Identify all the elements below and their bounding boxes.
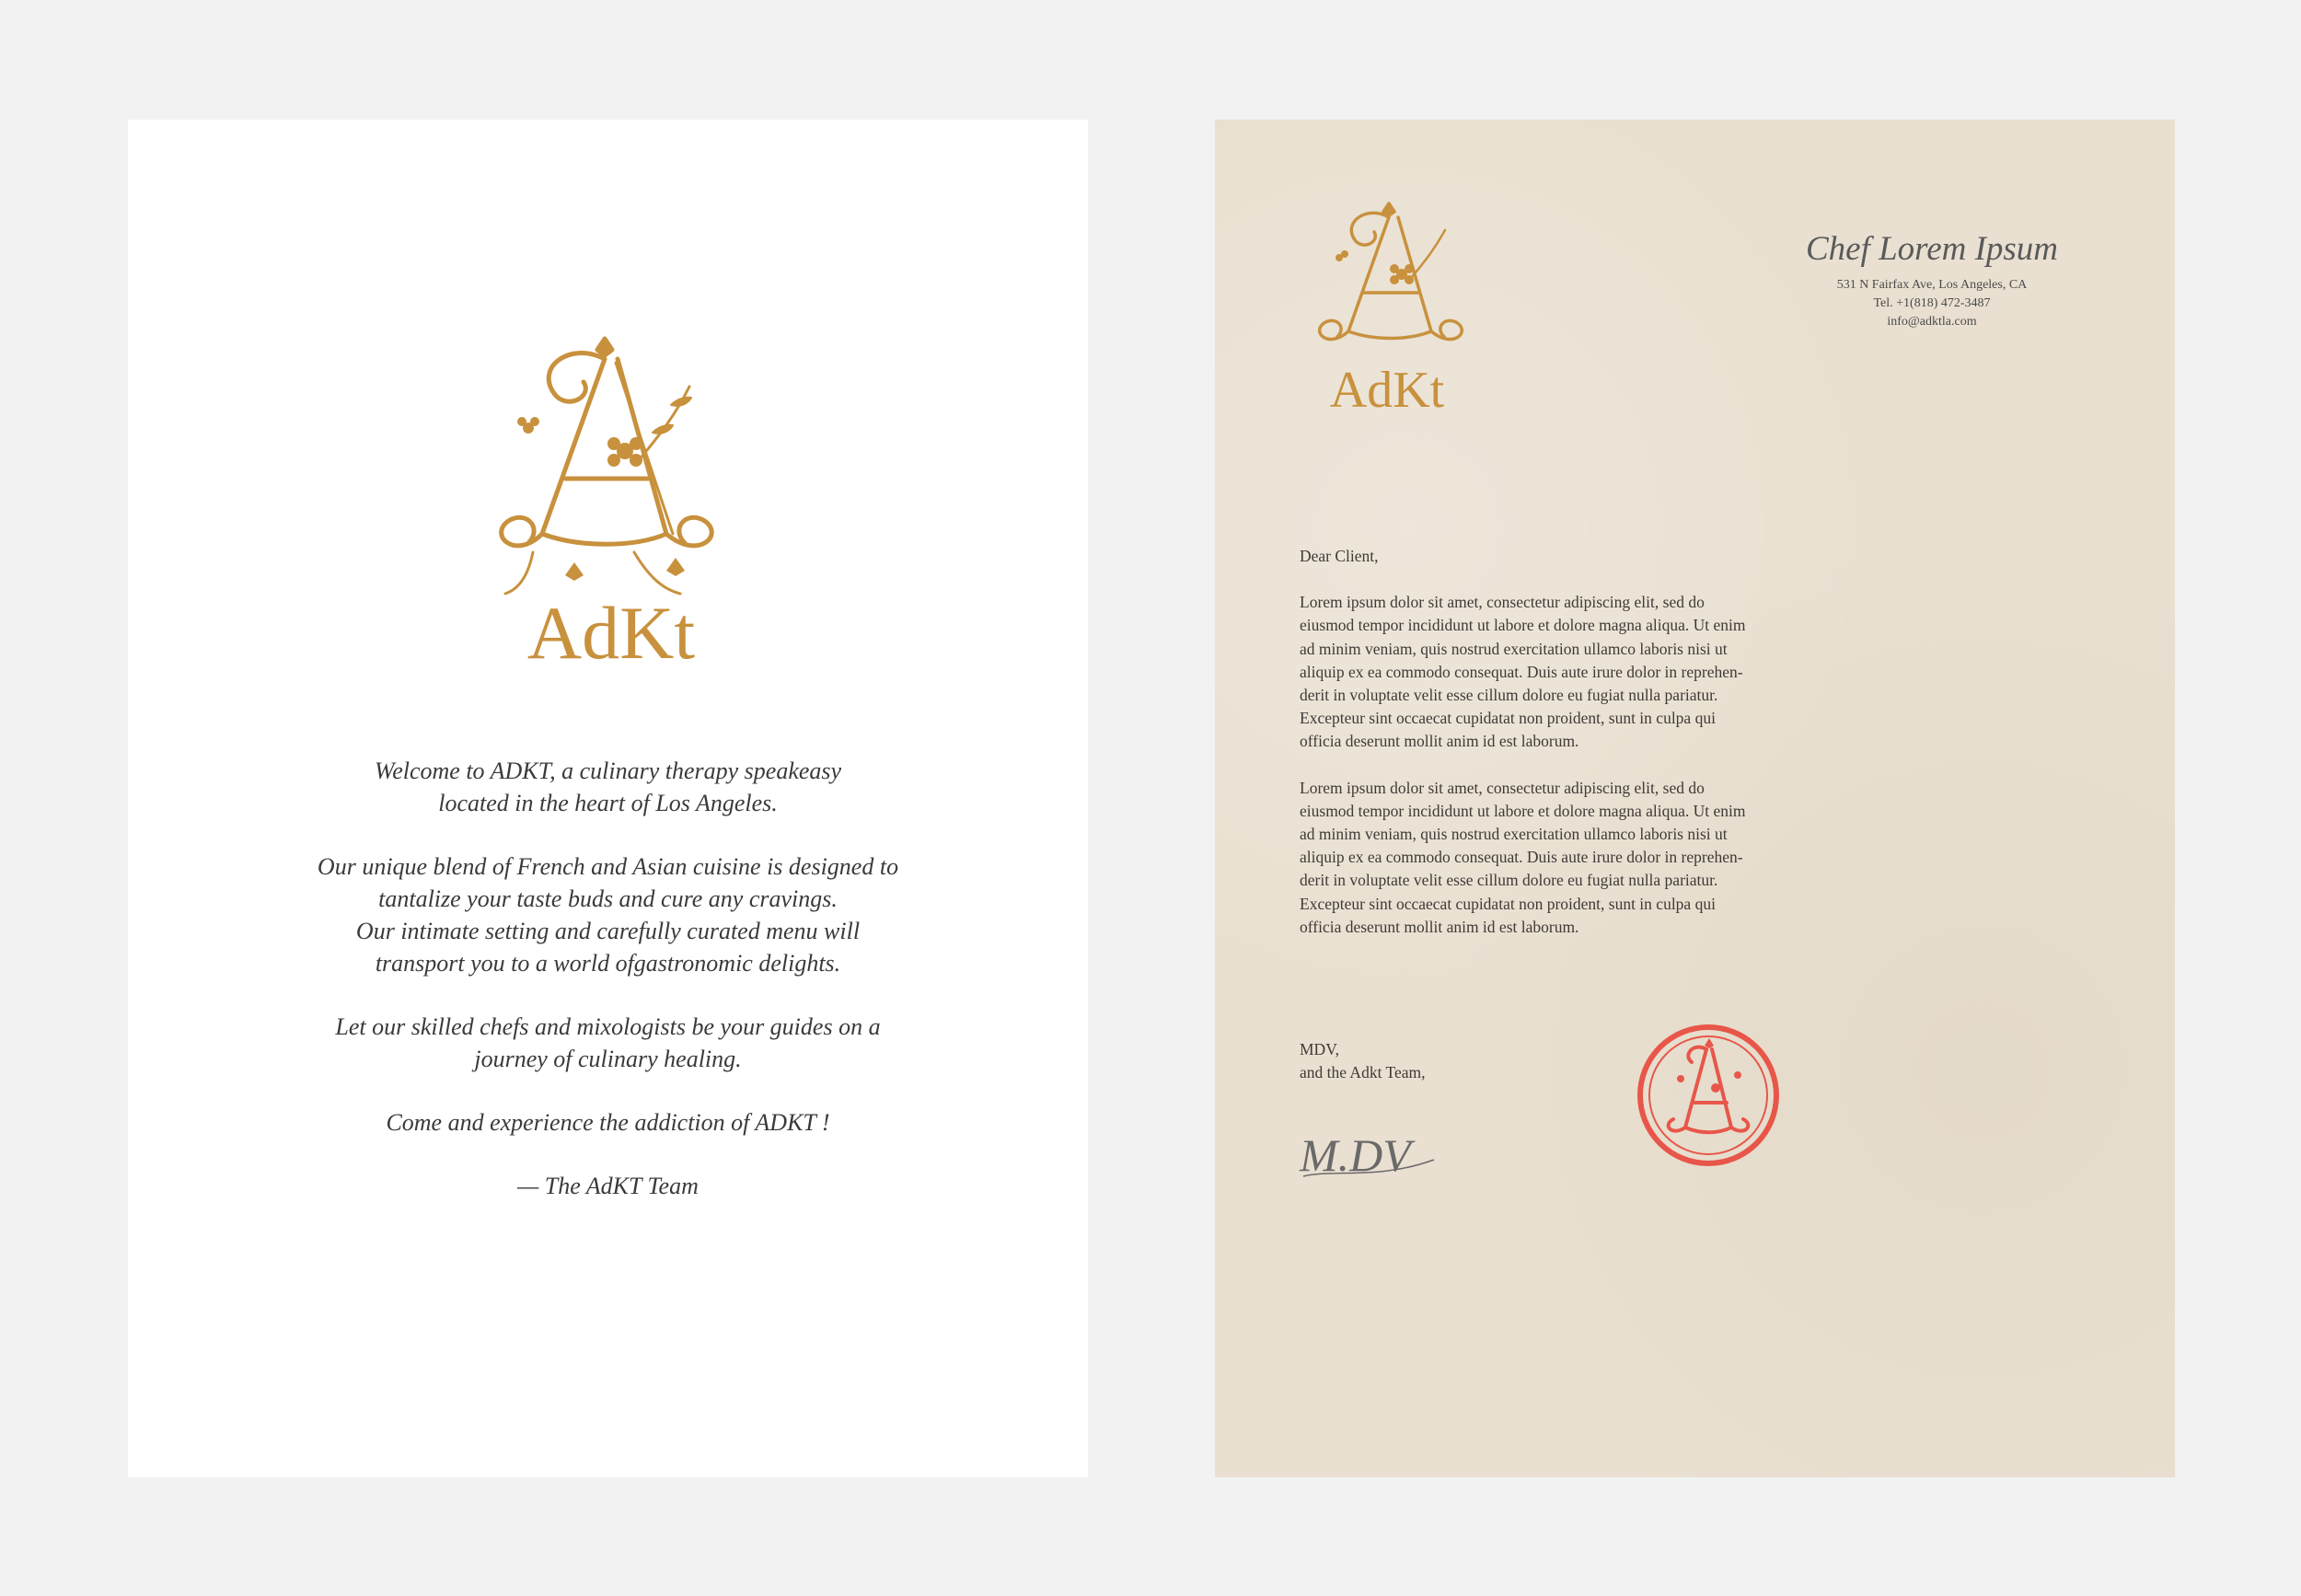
contact-phone: Tel. +1(818) 472-3487 [1873, 296, 1991, 310]
signature-text: M.DV [1300, 1129, 1411, 1181]
welcome-message [128, 755, 1088, 1233]
handwritten-signature [1296, 1123, 1452, 1187]
welcome-paragraph-1: Welcome to ADKT, a culinary therapy speakeasy located in the heart of Los Angeles. [374, 758, 842, 816]
welcome-signature: — The AdKT Team [517, 1173, 699, 1199]
letter-signoff [1300, 1038, 1425, 1084]
letter-paragraph-2: Lorem ipsum dolor sit amet, consectetur adipiscing elit, sed do eiusmod tempor incididunt ut labore et dolore magna aliqua. Ut enim ad minim veniam, quis nostrud exercitation ullamco laboris nisi ut aliquip ex ea commodo consequat. Duis aute irure dolor in reprehen- derit in voluptate velit esse cillum dolore eu fugiat nulla pariatur. Excepteur sint occaecat cupidatat non proident, sunt in culpa qui officia deserunt mollit anim id est laborum. [1300, 778, 1746, 936]
welcome-paragraph-3: Let our skilled chefs and mixologists be your guides on a journey of culinary healing. [335, 1013, 881, 1072]
letterhead-sheet [1215, 120, 2175, 1477]
welcome-paragraph-2: Our unique blend of French and Asian cuisine is designed to tantalize your taste buds and cure any cravings. Our intimate setting and carefully curated menu will transport you to a world ofgastronomic delights. [317, 853, 899, 977]
letterhead-wordmark: AdKt [1329, 362, 1445, 419]
chef-name: Chef Lorem Ipsum [1805, 230, 2059, 268]
welcome-card [128, 120, 1088, 1477]
letter-body [1300, 545, 1852, 962]
adkt-monogram-logo [478, 331, 745, 672]
signoff-name: MDV, [1300, 1040, 1339, 1058]
contact-block [1766, 230, 2098, 331]
letter-greeting: Dear Client, [1300, 547, 1379, 565]
wax-seal-stamp [1635, 1022, 1782, 1169]
letter-paragraph-1: Lorem ipsum dolor sit amet, consectetur adipiscing elit, sed do eiusmod tempor incididunt ut labore et dolore magna aliqua. Ut enim ad minim veniam, quis nostrud exercitation ullamco laboris nisi ut aliquip ex ea commodo consequat. Duis aute irure dolor in reprehen- derit in voluptate velit esse cillum dolore eu fugiat nulla pariatur. Excepteur sint occaecat cupidatat non proident, sunt in culpa qui officia deserunt mollit anim id est laborum. [1300, 593, 1746, 751]
adkt-letterhead-logo [1302, 193, 1486, 423]
logo-wordmark: AdKt [526, 591, 696, 672]
contact-address: 531 N Fairfax Ave, Los Angeles, CA [1836, 278, 2028, 292]
contact-email: info@adktla.com [1887, 315, 1977, 329]
signoff-team: and the Adkt Team, [1300, 1063, 1426, 1081]
welcome-invitation: Come and experience the addiction of ADKT ! [386, 1109, 830, 1136]
